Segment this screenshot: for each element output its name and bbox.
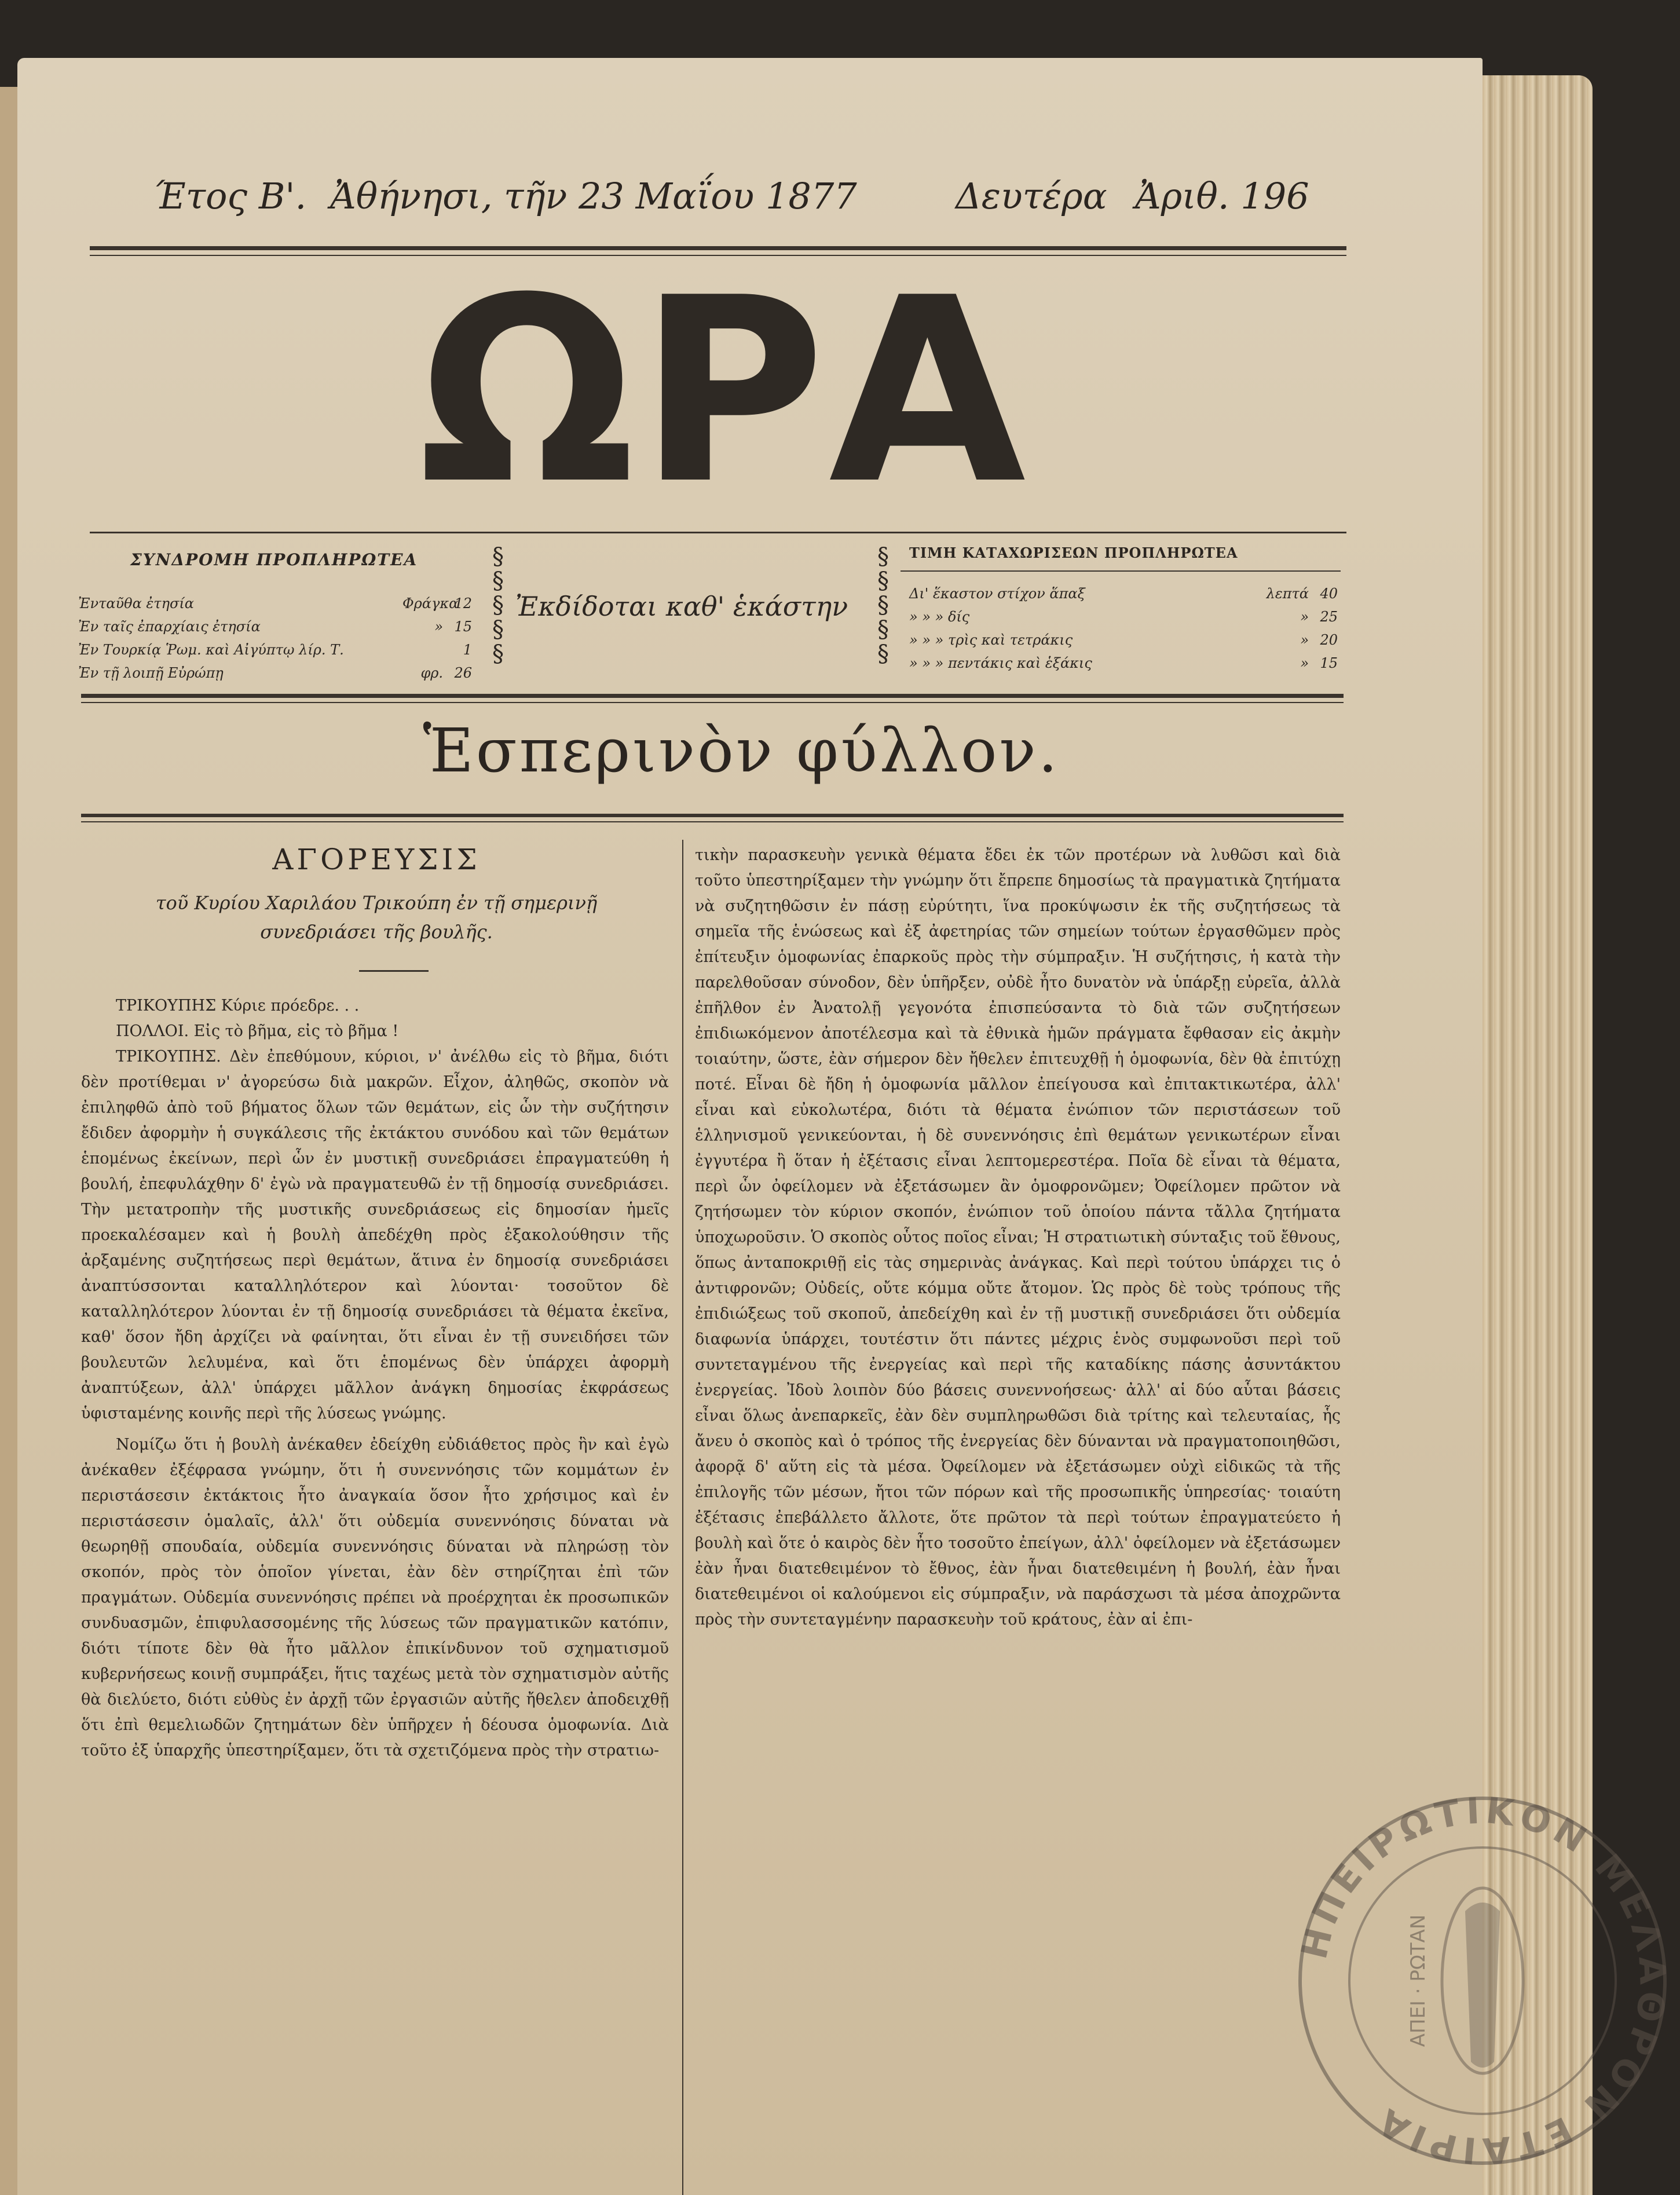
article-subtitle-2: συνεδριάσει τῆς βουλῆς. [260, 921, 493, 943]
subscription-row: Ἐν Τουρκίᾳ Ῥωμ. καὶ Αἰγύπτῳ λίρ. Τ. 1 [78, 642, 472, 658]
ornament-left: § § § § § [492, 543, 504, 667]
rule-edition-top [81, 694, 1344, 698]
ads-rule [901, 570, 1341, 572]
subscription-row: Ἐν ταῖς ἐπαρχίαις ἐτησία » 15 [78, 619, 472, 635]
article-divider [359, 970, 429, 972]
header-number: Ἀριθ. 196 [1135, 175, 1309, 217]
article-title: ΑΓΟΡΕΥΣΙΣ [272, 843, 481, 876]
article-paragraph: ΤΡΙΚΟΥΠΗΣ Κύριε πρόεδρε. . . [116, 997, 360, 1015]
stamp-ring-text: ΗΠΕΙΡΩΤΙΚΟΝ ΜΕΛΑΘΡΟΝ ΕΤΑΙΡΙΑ [1293, 1790, 1674, 2172]
archive-stamp [1291, 1790, 1674, 2172]
ornament-right: § § § § § [877, 543, 889, 667]
article-column-1 [81, 993, 669, 2192]
ads-row: » » » τρὶς καὶ τετράκις » 20 [909, 632, 1338, 648]
subscription-row: Ἐν τῇ λοιπῇ Εὐρώπῃ φρ. 26 [78, 665, 472, 681]
stamp-inner-text: ΑΠΕΙ · ΡΩΤΑΝ [1407, 1914, 1430, 2047]
ads-heading: ΤΙΜΗ ΚΑΤΑΧΩΡΙΣΕΩΝ ΠΡΟΠΛΗΡΩΤΕΑ [909, 544, 1238, 561]
column-separator [682, 840, 683, 2195]
subscription-heading: ΣΥΝΔΡΟΜΗ ΠΡΟΠΛΗΡΩΤΕΑ [130, 550, 418, 569]
article-subtitle-1: τοῦ Κυρίου Χαριλάου Τρικούπη ἐν τῇ σημερινῇ [155, 892, 598, 914]
article-paragraph: Νομίζω ὅτι ἡ βουλὴ ἀνέκαθεν ἐδείχθη εὐδιάθετος πρὸς ἣν καὶ ἐγὼ ἀνέκαθεν ἐξέφρασα γνώμην, ὅτι ἡ συνεννόησις τῶν κομμάτων ἐν περιστάσεσιν ἐκτάκτοις ἦτο ἀναγκαία ὅσον ἦτο χρήσιμος καὶ ἐν περιστάσεσιν ὁμαλαῖς, ἀλλ' ὅτι οὐδεμία συνεννόησις δύναται νὰ θεωρηθῇ σπουδαία, οὐδεμία συνεννόησις δύναται νὰ πληρώσῃ τὸν σκοπόν, πρὸς τὸν ὁποῖον γίνεται, ἐὰν δὲν στηρίζηται ἐπὶ τῶν πραγμάτων. Οὐδεμία συνεννόησις πρέπει νὰ προέρχηται ἐκ προσωπικῶν συνδυασμῶν, ἐπιφυλασσομένης τῆς λύσεως τῶν πραγματικῶν κατόπιν, διότι τίποτε δὲν θὰ ἦτο μᾶλλον ἐπικίνδυνον τοῦ σχηματισμοῦ κυβερνήσεως κοινῇ συμπράξει, ἥτις ταχέως μετὰ τὸν σχηματισμὸν αὐτῆς θὰ διελύετο, διότι εὐθὺς ἐν ἀρχῇ τῶν ἐργασιῶν αὐτῆς ἤθελεν ἀποδειχθῇ ὅτι ἐπὶ θεμελιωδῶν ζητημάτων δὲν ὑπῆρχεν ἡ δέουσα ὁμοφωνία. Διὰ τοῦτο ἐξ ὑπαρχῆς ὑπεστηρίξαμεν, ὅτι τὰ σχετιζόμενα πρὸς τὴν στρατιω- [81, 1436, 669, 1759]
article-paragraph: ΠΟΛΛΟΙ. Εἰς τὸ βῆμα, εἰς τὸ βῆμα ! [116, 1022, 399, 1040]
ads-list [909, 582, 1338, 675]
ads-row: » » » πεντάκις καὶ ἑξάκις » 15 [909, 655, 1338, 671]
header-weekday: Δευτέρα [956, 175, 1107, 217]
article-column-2 [695, 843, 1341, 2192]
subscription-list [78, 592, 472, 685]
rule-edition-top-thin [81, 702, 1344, 703]
rule-edition-bottom [81, 814, 1344, 817]
masthead-title: ΩΡΑ [418, 276, 1030, 507]
rule-top-thin [90, 255, 1346, 256]
header-year: Έτος Β'. [153, 175, 307, 217]
ads-row: » » » δίς » 25 [909, 609, 1338, 625]
rule-edition-bottom-thin [81, 821, 1344, 822]
article-paragraph: ΤΡΙΚΟΥΠΗΣ. Δὲν ἐπεθύμουν, κύριοι, ν' ἀνέλθω εἰς τὸ βῆμα, διότι δὲν προτίθεμαι ν' ἀγορεύσω διὰ μακρῶν. Εἶχον, ἀληθῶς, σκοπὸν νὰ ἐπιληφθῶ ἀπὸ τοῦ βήματος ὅλων τῶν θεμάτων, εἰς ὧν τὴν συζήτησιν ἔδιδεν ἀφορμὴν ἡ συγκάλεσις τῆς ἐκτάκτου συνόδου καὶ τῶν θεμάτων ἑπομένως ἐκείνων, περὶ ὧν ἐν μυστικῇ συνεδριάσει ἐπραγματεύθη ἡ βουλή, ἐπεφυλάχθην δ' ἐγὼ νὰ πραγματευθῶ ἐν τῇ δημοσίᾳ συνεδριάσει. Τὴν μετατροπὴν τῆς μυστικῆς συνεδριάσεως εἰς δημοσίαν ἡμεῖς προεκαλέσαμεν καὶ ἡ βουλὴ ἀπεδέχθη πρὸς ἐξακολούθησιν τῆς ἀρξαμένης συζητήσεως περὶ θεμάτων, ἅτινα ἐν δημοσίᾳ συνεδριάσει ἀναπτύσσονται καταλληλότερον καὶ λύονται· τοσοῦτον δὲ καταλληλότερον λύονται ἐν τῇ δημοσίᾳ συνεδριάσει τὰ θέματα ἐκεῖνα, καθ' ὅσον ἤδη ἀρχίζει νὰ φαίνηται, ὅτι εἶναι ἐν τῇ συνειδήσει τῶν βουλευτῶν λελυμένα, καὶ ὅτι ἑπομένως δὲν ὑπάρχει ἀφορμὴ ἀναπτύξεων, ἀλλ' ὑπάρχει μᾶλλον ἀνάγκη δημοσίας ἐκφράσεως ὑφισταμένης κοινῆς περὶ τῆς λύσεως γνώμης. [81, 1048, 669, 1422]
edition-label: Ἑσπερινὸν φύλλον. [423, 715, 1060, 786]
rule-under-masthead [90, 532, 1346, 533]
ads-row: Δι' ἕκαστον στίχον ἅπαξ λεπτά 40 [909, 586, 1338, 602]
rule-top-thick [90, 246, 1346, 250]
facing-page-edge [0, 87, 20, 2195]
issue-note: Ἐκδίδοται καθ' ἑκάστην [515, 591, 848, 622]
subscription-row: Ἐνταῦθα ἐτησία Φράγκα 12 [78, 595, 472, 612]
header-date: Ἀθήνησι, τῆν 23 Μαΐου 1877 [330, 175, 857, 217]
article-paragraph: τικὴν παρασκευὴν γενικὰ θέματα ἔδει ἐκ τῶν προτέρων νὰ λυθῶσι καὶ διὰ τοῦτο ὑπεστηρίξαμεν τὴν γνώμην ὅτι ἔπρεπε δημοσίως τὰ πραγματικὰ ζητήματα νὰ συζητηθῶσιν ἐν πάσῃ εὐρύτητι, ἵνα προκύψωσιν ἐκ τῆς συζητήσεως τὰ σημεῖα τῆς ἑνώσεως καὶ ἐξ ἀφετηρίας τῶν σημείων τούτων ἐργασθῶμεν πρὸς ἐπίτευξιν ὁμοφωνίας ἐπαρκοῦς πρὸς τὴν σύμπραξιν. Ἡ συζήτησις, ἡ κατὰ τὴν παρελθοῦσαν σύνοδον, δὲν ὑπῆρξεν, οὐδὲ ἦτο δυνατὸν νὰ ὑπάρξῃ εὐρεῖα, ἀλλὰ ἐπῆλθον ἐν Ἀνατολῇ γεγονότα ἐπισπεύσαντα τὸ διὰ τῶν συζητήσεων ἐπιδιωκόμενον ἀποτέλεσμα καὶ τὰ ἐθνικὰ ἡμῶν πράγματα ἔφθασαν εἰς ἀκμὴν τοιαύτην, ὥστε, ἐὰν σήμερον δὲν ἤθελεν ἐπιτευχθῇ ἡ ὁμοφωνία, δὲν θὰ ἐπιτύχῃ ποτέ. Εἶναι δὲ ἤδη ἡ ὁμοφωνία μᾶλλον ἐπείγουσα καὶ ἐπιτακτικωτέρα, ἀλλ' εἶναι καὶ εὐκολωτέρα, διότι τὰ θέματα ἐνώπιον τῶν περιστάσεων τοῦ ἑλληνισμοῦ γενικεύονται, ἡ δὲ συνεννόησις ἐπὶ θεμάτων γενικωτέρων εἶναι ἐγγυτέρα ἢ ὅταν ἡ ἐξέτασις εἶναι λεπτομερεστέρα. Ποῖα δὲ εἶναι τὰ θέματα, περὶ ὧν ὀφείλομεν νὰ ἐξετάσωμεν ἂν ὁμοφρονῶμεν; Ὀφείλομεν πρῶτον νὰ ζητήσωμεν τὸν κύριον σκοπόν, ἐνώπιον τοῦ ὁποίου πάντα τἄλλα ζητήματα ὑποχωροῦσιν. Ὁ σκοπὸς οὗτος ποῖος εἶναι; Ἡ στρατιωτικὴ σύνταξις τοῦ ἔθνους, ὅπως ἀνταποκριθῇ εἰς τὰς σημερινὰς ἀνάγκας. Καὶ περὶ τούτου ὑπάρχει τις ὁ ἀντιφρονῶν; Οὐδείς, οὔτε κόμμα οὔτε ἄτομον. Ὡς πρὸς δὲ τοὺς τρόπους τῆς ἐπιδιώξεως τοῦ σκοποῦ, ἀπεδείχθη καὶ ἐν τῇ μυστικῇ συνεδριάσει ὅτι οὐδεμία διαφωνία ὑπάρχει, τουτέστιν ὅτι πάντες μέχρις ἑνὸς συμφωνοῦσι περὶ τοῦ συντεταγμένου τῆς ἐνεργείας καὶ περὶ τῆς καταδίκης πάσης ἀσυντάκτου ἐνεργείας. Ἰδοὺ λοιπὸν δύο βάσεις συνεννοήσεως· ἀλλ' αἱ δύο αὗται βάσεις εἶναι ὅλως ἀνεπαρκεῖς, ἐὰν δὲν συμπληρωθῶσι διὰ τρίτης καὶ τελευταίας, ἧς ἄνευ ὁ σκοπὸς καὶ ὁ τρόπος τῆς ἐνεργείας δὲν δύνανται νὰ πραγματοποιηθῶσι, ἀφορᾷ δ' αὕτη εἰς τὰ μέσα. Ὀφείλομεν νὰ ἐξετάσωμεν οὐχὶ εἰδικῶς τὰ τῆς ἐπιλογῆς τῶν μέσων, ἤτοι τῶν πόρων καὶ τῆς προσωπικῆς ὑπηρεσίας· τοιαύτη ἐξέτασις ἐπεβάλλετο ἄλλοτε, ὅτε πρῶτον τὰ περὶ τούτων ἐπραγματεύετο ἡ βουλὴ καὶ ὅτε ὁ καιρὸς δὲν ἦτο τοσοῦτο ἐπείγων, ἀλλ' ὀφείλομεν νὰ ἐξετάσωμεν ἐὰν ἦναι διατεθειμένον τὸ ἔθνος, ἐὰν ἦναι διατεθειμένη ἡ βουλή, ἐὰν ἦναι διατεθειμένοι οἱ καλούμενοι εἰς σύμπραξιν, νὰ παράσχωσι τὰ μέσα ἀποχρῶντα πρὸς τὴν συντεταγμένην παρασκευὴν τοῦ κράτους, ἐὰν αἱ ἐπι- [695, 846, 1341, 1629]
